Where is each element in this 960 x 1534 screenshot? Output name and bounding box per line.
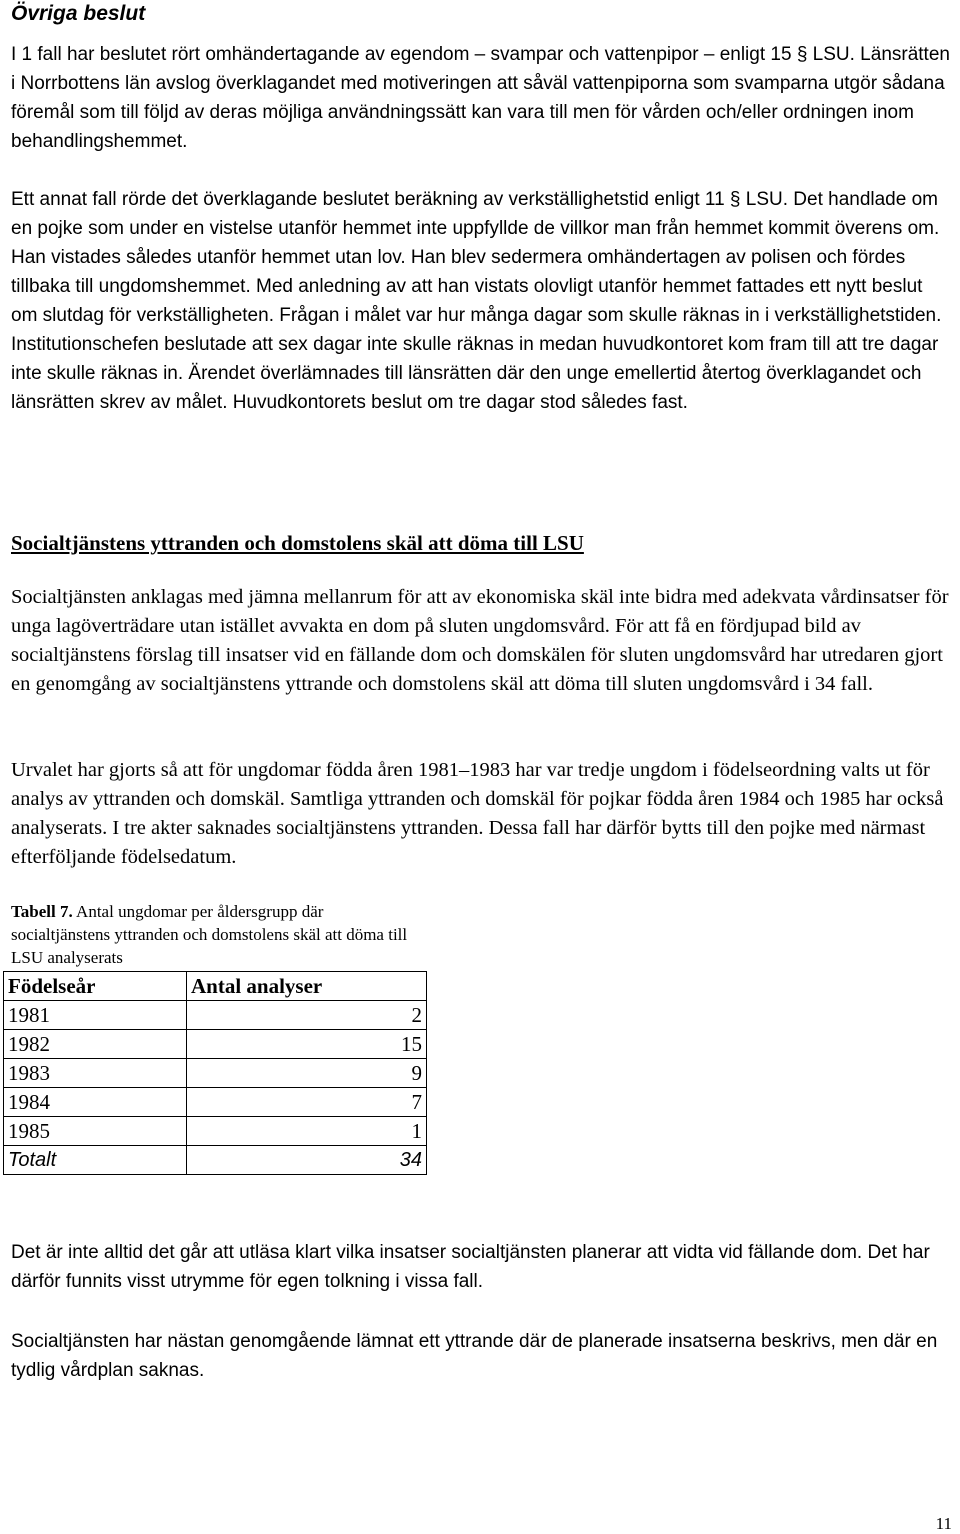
column-header-antal-analyser: Antal analyser: [187, 972, 427, 1001]
table-caption-text: Antal ungdomar per åldersgrupp där socialtjänstens yttranden och domstolens skäl att döma till LSU analyserats: [11, 902, 408, 967]
cell-total-count: 34: [187, 1146, 427, 1175]
paragraph-verkstallighetstid: Ett annat fall rörde det överklagande beslutet beräkning av verkställighetstid enligt 11 § LSU. Det handlade om en pojke som under en vistelse utanför hemmet inte uppfyllde de villkor man från hemmet kommit överens om. Han vistades således utanför hemmet utan lov. Han blev sedermera omhändertagen av polisen och fördes tillbaka till ungdomshemmet. Med anledning av att han vistats olovligt utanför hemmet fattades ett nytt beslut om slutdag för verkställigheten. Frågan i målet var hur många dagar som skulle räknas in i verkställighetstiden. Institutionschefen beslutade att sex dagar inte skulle räknas in medan huvudkontoret kom fram till att tre dagar inte skulle räknas in. Ärendet överlämnades till länsrätten där den unge emellertid återtog överklagandet och länsrätten skrev av målet. Huvudkontorets beslut om tre dagar stod således fast.: [11, 189, 942, 413]
paragraph-vardplan: Socialtjänsten har nästan genomgående lämnat ett yttrande där de planerade insatserna beskrivs, men där en tydlig vårdplan saknas.: [11, 1331, 938, 1381]
table-row: [4, 1117, 427, 1146]
paragraph-urvalet: Urvalet har gjorts så att för ungdomar födda åren 1981–1983 har var tredje ungdom i födelseordning valts ut för analys av yttranden och domskäl. Samtliga yttranden och domskäl för pojkar födda åren 1984 och 1985 har också analyserats. I tre akter saknades socialtjänstens yttranden. Dessa fall har därför bytts till den pojke med närmast efterföljande födelsedatum.: [11, 759, 944, 868]
table-row: [4, 1030, 427, 1059]
cell-year: 1983: [4, 1059, 187, 1088]
table-header-row: [4, 972, 427, 1001]
paragraph-utlasa: Det är inte alltid det går att utläsa klart vilka insatser socialtjänsten planerar att vidta vid fällande dom. Det har därför funnits visst utrymme för egen tolkning i vissa fall.: [11, 1242, 930, 1292]
table-caption: [11, 900, 411, 969]
section-heading-ovriga-beslut: Övriga beslut: [11, 2, 146, 25]
cell-count: 2: [187, 1001, 427, 1030]
age-group-table: [3, 971, 427, 1175]
cell-total-label: Totalt: [4, 1146, 187, 1175]
section-heading-socialtjanstens-yttranden: Socialtjänstens yttranden och domstolens skäl att döma till LSU: [11, 531, 584, 555]
cell-count: 9: [187, 1059, 427, 1088]
table-caption-label: Tabell 7.: [11, 902, 73, 921]
table-row: [4, 1059, 427, 1088]
paragraph-socialtjansten-anklagas: Socialtjänsten anklagas med jämna mellanrum för att av ekonomiska skäl inte bidra med adekvata vårdinsatser för unga lagöverträdare utan istället avvakta en dom på sluten ungdomsvård. För att få en fördjupad bild av socialtjänstens förslag till insatser vid en fällande dom och domskälen för sluten ungdomsvård har utredaren gjort en genomgång av socialtjänstens yttrande och domstolens skäl att döma till sluten ungdomsvård i 34 fall.: [11, 586, 949, 695]
column-header-fodelsear: Födelseår: [4, 972, 187, 1001]
table-row: [4, 1001, 427, 1030]
cell-year: 1984: [4, 1088, 187, 1117]
cell-year: 1981: [4, 1001, 187, 1030]
cell-count: 7: [187, 1088, 427, 1117]
cell-year: 1985: [4, 1117, 187, 1146]
page-number: 11: [935, 1514, 952, 1533]
paragraph-egendom: I 1 fall har beslutet rört omhändertagande av egendom – svampar och vattenpipor – enligt 15 § LSU. Länsrätten i Norrbottens län avslog överklagandet med motiveringen att såväl vattenpiporna som svamparna utgör sådana föremål som till följd av deras möjliga användningssätt kan vara till men för vården och/eller ordningen inom behandlingshemmet.: [11, 44, 950, 152]
cell-year: 1982: [4, 1030, 187, 1059]
cell-count: 15: [187, 1030, 427, 1059]
cell-count: 1: [187, 1117, 427, 1146]
table-row: [4, 1088, 427, 1117]
table-total-row: [4, 1146, 427, 1175]
